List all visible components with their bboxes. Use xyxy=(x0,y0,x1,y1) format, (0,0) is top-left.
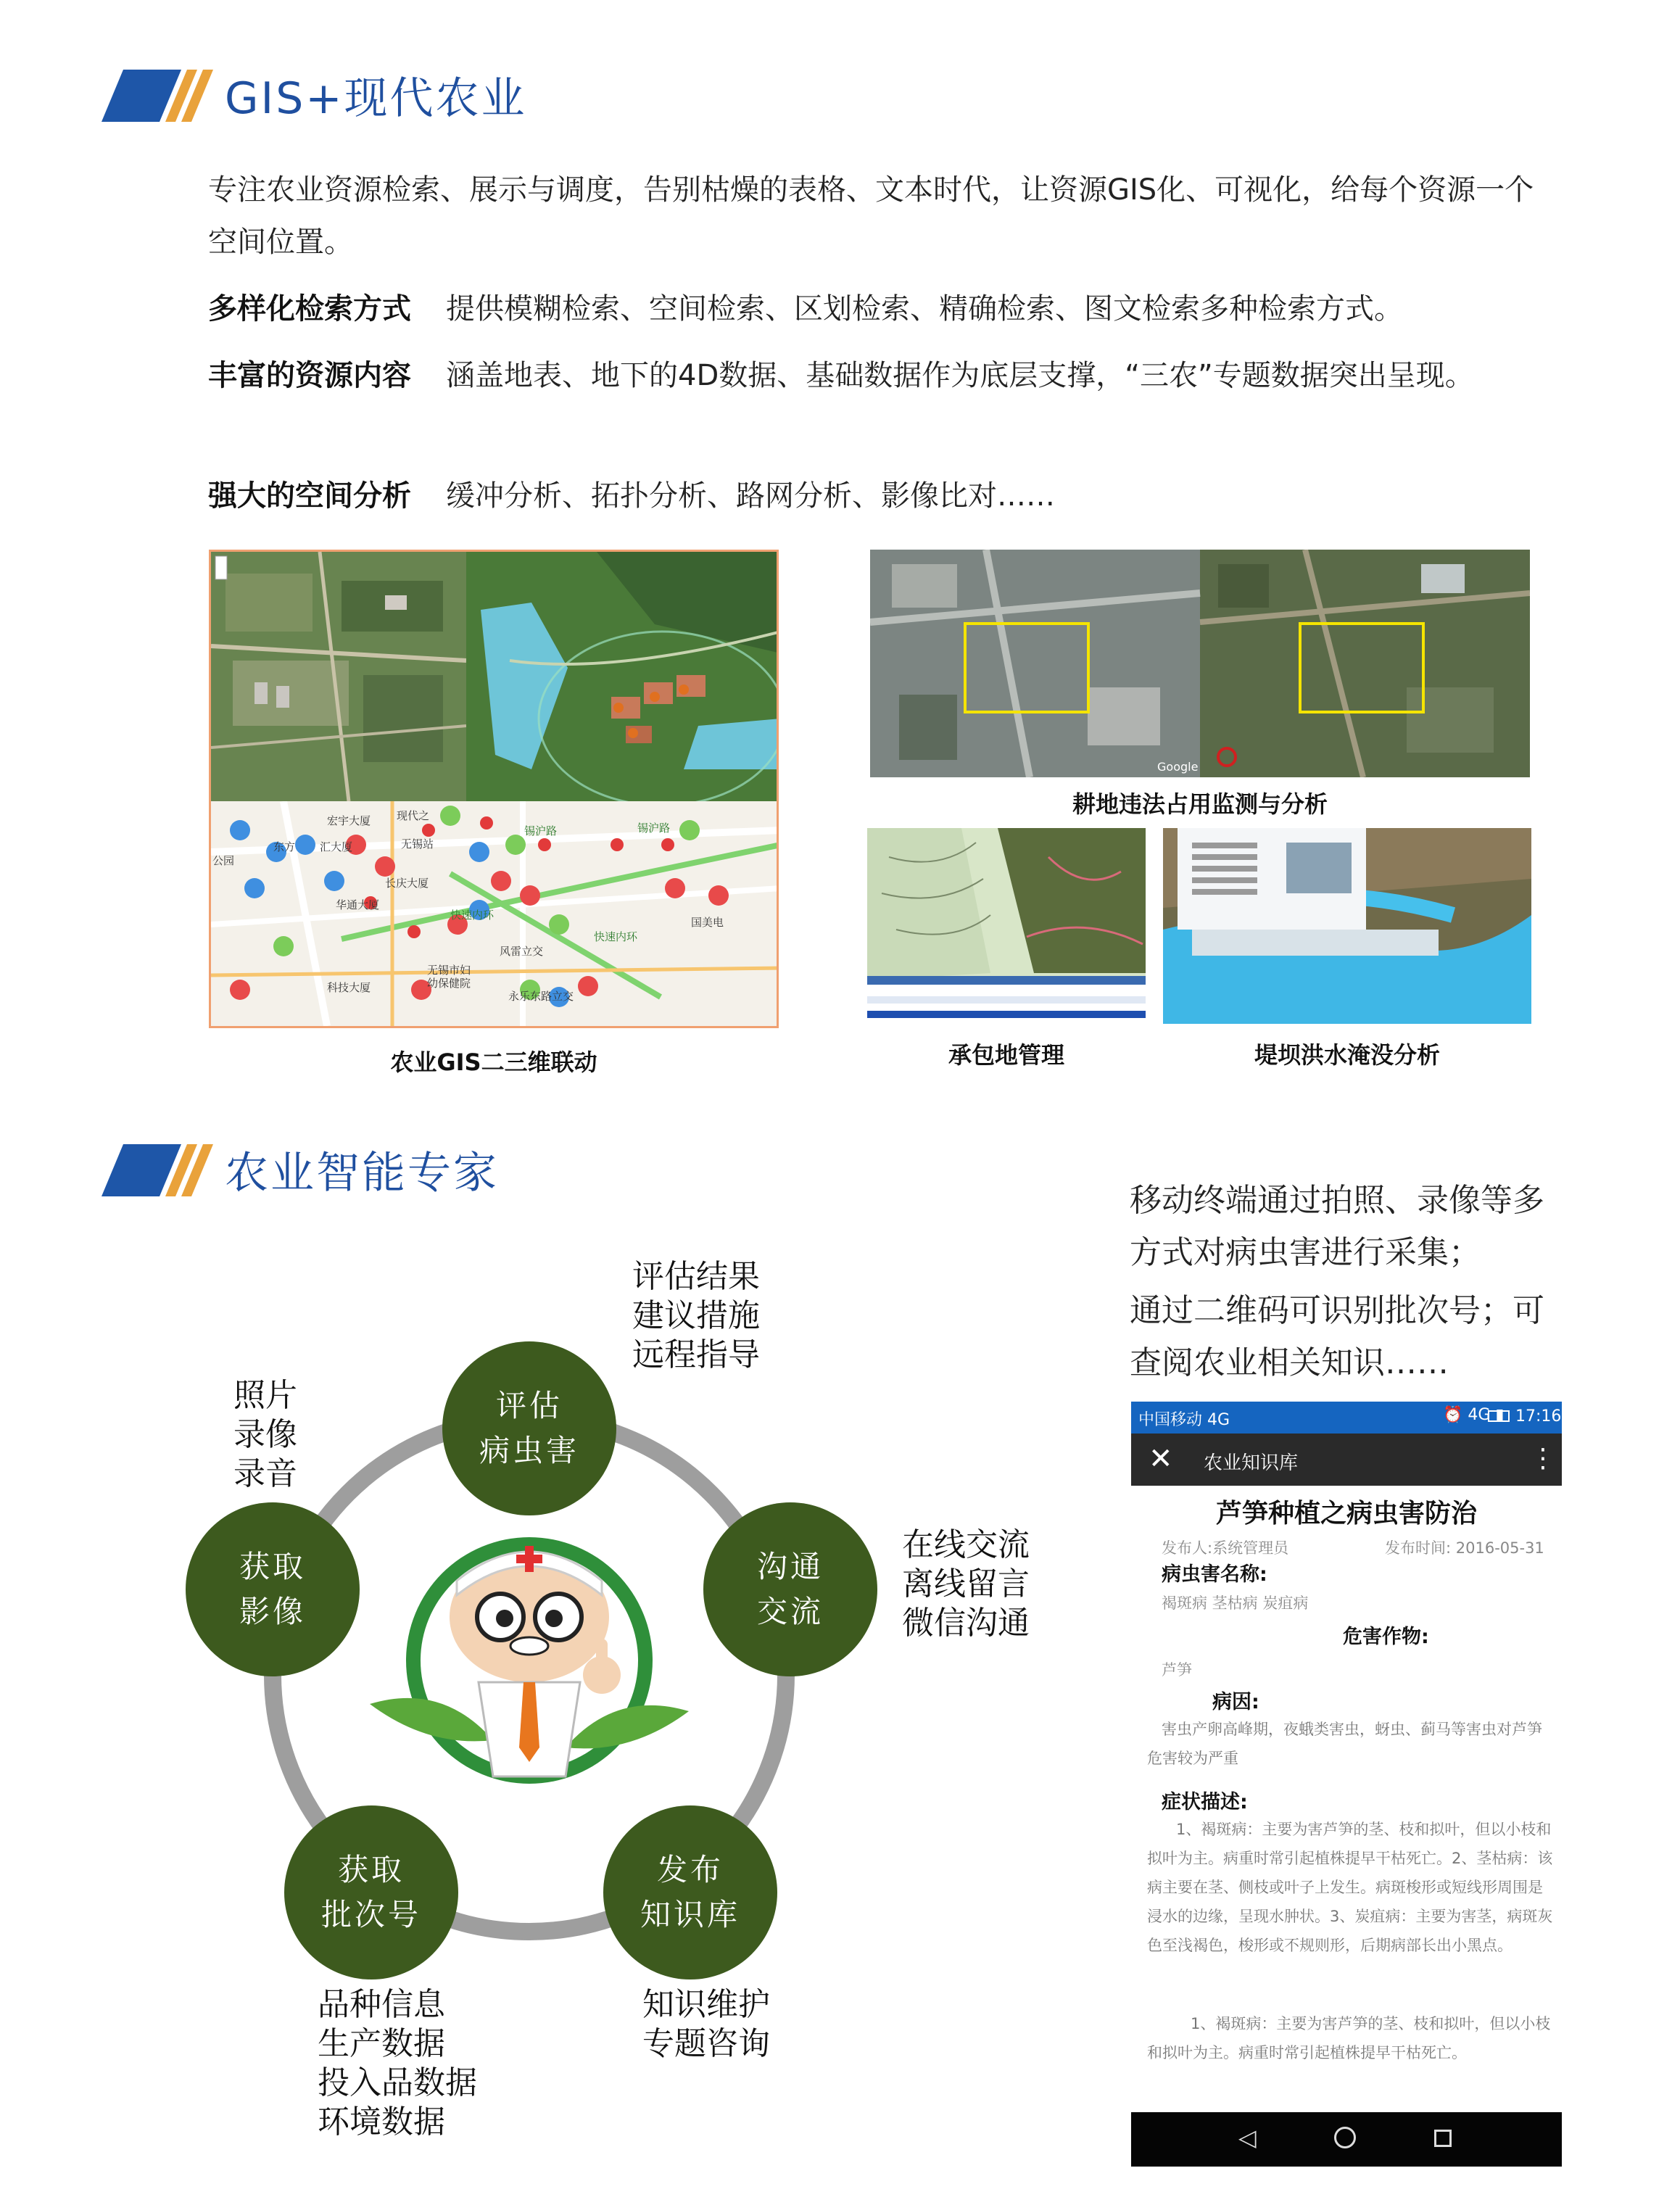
symptom-label: 症状描述: xyxy=(1162,1791,1248,1813)
feature-analysis xyxy=(208,470,1535,522)
map-label: 宏宇大厦 xyxy=(327,814,371,827)
map-label: 现代之 xyxy=(397,809,430,822)
map-label: 快速内环 xyxy=(450,909,495,922)
map-label: 风雷立交 xyxy=(500,945,544,958)
section-logo-icon xyxy=(102,1144,218,1202)
mobile-desc-2: 通过二维码可识别批次号；可查阅农业相关知识…… xyxy=(1130,1292,1544,1381)
image-detail: 录音 xyxy=(233,1455,297,1492)
communicate-detail: 离线留言 xyxy=(902,1565,1030,1602)
feature-search-label: 多样化检索方式 xyxy=(208,292,411,326)
node-communicate-line2: 交流 xyxy=(756,1594,824,1629)
expert-section-title: 农业智能专家 xyxy=(225,1148,499,1199)
communicate-detail: 在线交流 xyxy=(902,1526,1030,1563)
phone-screenshot xyxy=(1131,1402,1562,2167)
batch-detail: 环境数据 xyxy=(318,2103,445,2140)
node-assess-pest xyxy=(442,1341,616,1515)
battery-icon xyxy=(1488,1410,1510,1422)
feature-search xyxy=(208,283,1535,335)
caption-gis-2d3d: 农业GIS二三维联动 xyxy=(390,1048,597,1076)
batch-details xyxy=(318,1985,477,2142)
node-assess-pest-line2: 病虫害 xyxy=(479,1433,579,1468)
publish-detail: 知识维护 xyxy=(642,1986,770,2023)
assess-detail: 评估结果 xyxy=(632,1258,760,1295)
article-publisher: 发布人:系统管理员 xyxy=(1162,1539,1289,1557)
caption-contract-land: 承包地管理 xyxy=(948,1041,1064,1069)
back-icon[interactable]: ◁ xyxy=(1238,2124,1257,2151)
article-title: 芦笋种植之病虫害防治 xyxy=(1215,1499,1477,1528)
mobile-desc-1: 移动终端通过拍照、录像等多方式对病虫害进行采集； xyxy=(1130,1182,1544,1271)
cause-text: 害虫产卵高峰期，夜蛾类害虫，蚜虫、蓟马等害虫对芦笋危害较为严重 xyxy=(1147,1721,1542,1767)
scene-3d-image xyxy=(466,552,779,801)
node-get-batch-line1: 获取 xyxy=(337,1852,405,1887)
caption-land-monitoring: 耕地违法占用监测与分析 xyxy=(1072,790,1328,818)
phone-app-bar xyxy=(1131,1434,1562,1486)
contract-land-image xyxy=(867,828,1146,1024)
time-label: 17:16 xyxy=(1515,1407,1562,1426)
assess-detail: 远程指导 xyxy=(632,1336,760,1373)
map-label: 快速内环 xyxy=(594,930,638,943)
node-publish-knowledge-line2: 知识库 xyxy=(640,1897,740,1932)
app-bar-title: 农业知识库 xyxy=(1204,1452,1299,1474)
node-publish-knowledge xyxy=(603,1805,777,1979)
node-get-image-line2: 影像 xyxy=(239,1594,306,1629)
batch-detail: 生产数据 xyxy=(318,2025,445,2062)
map-label: 华通大厦 xyxy=(336,898,380,911)
doctor-mascot-icon xyxy=(363,1537,696,1798)
map-label: 锡沪路 xyxy=(637,822,671,835)
cause-label: 病因: xyxy=(1212,1691,1259,1713)
satellite-2d-image xyxy=(211,552,466,801)
phone-article xyxy=(1131,1486,1562,2109)
node-get-image-line1: 获取 xyxy=(239,1549,306,1584)
node-get-image xyxy=(186,1502,360,1676)
map-label: 无锡站 xyxy=(401,837,434,851)
map-label: 科技大厦 xyxy=(327,981,371,994)
pest-name-label: 病虫害名称: xyxy=(1162,1563,1267,1586)
publish-details xyxy=(642,1985,770,2064)
section-logo-icon xyxy=(102,70,218,128)
feature-analysis-label: 强大的空间分析 xyxy=(208,479,411,513)
phone-nav-bar xyxy=(1131,2112,1562,2167)
map-label: 国美电 xyxy=(691,916,724,929)
map-2d-image xyxy=(211,801,779,1026)
node-get-batch xyxy=(284,1805,458,1979)
gis-intro-text: 专注农业资源检索、展示与调度，告别枯燥的表格、文本时代，让资源GIS化、可视化，给每个资源一个空间位置。 xyxy=(208,173,1534,259)
map-label: 公园 xyxy=(212,854,235,867)
carrier-label: 中国移动 4G xyxy=(1138,1411,1230,1429)
recent-apps-icon[interactable] xyxy=(1434,2130,1452,2147)
crop-value: 芦笋 xyxy=(1162,1661,1192,1679)
map-label: 锡沪路 xyxy=(524,824,558,837)
map-label: 无锡市妇 xyxy=(427,964,471,977)
article-date: 发布时间: 2016-05-31 xyxy=(1385,1539,1544,1557)
node-communicate-line1: 沟通 xyxy=(756,1549,824,1584)
more-menu-icon[interactable]: ⋮ xyxy=(1530,1444,1556,1473)
map-label: 永乐东路立交 xyxy=(508,990,574,1003)
map-label: 幼保健院 xyxy=(427,977,471,990)
map-label: 长庆大厦 xyxy=(385,877,429,890)
map-label: 东方 xyxy=(273,840,296,853)
communicate-detail: 微信沟通 xyxy=(902,1605,1030,1642)
node-get-batch-line2: 批次号 xyxy=(320,1897,421,1932)
map-watermark: Google xyxy=(1157,760,1199,774)
gis-section-title: GIS+现代农业 xyxy=(225,73,527,124)
close-icon[interactable]: ✕ xyxy=(1149,1442,1173,1476)
symptom-text-repeat: 1、褐斑病：主要为害芦笋的茎、枝和拟叶，但以小枝和拟叶为主。病重时常引起植株提早干枯死亡。 xyxy=(1147,2015,1551,2061)
node-publish-knowledge-line1: 发布 xyxy=(656,1852,724,1887)
node-communicate xyxy=(703,1502,877,1676)
assess-detail: 建议措施 xyxy=(632,1297,760,1334)
home-icon[interactable] xyxy=(1334,2127,1356,2148)
feature-content xyxy=(208,349,1535,402)
gis-2d3d-composite xyxy=(209,550,779,1028)
publish-detail: 专题咨询 xyxy=(642,2025,770,2062)
symptom-text: 1、褐斑病：主要为害芦笋的茎、枝和拟叶，但以小枝和拟叶为主。病重时常引起植株提早干枯死亡。2、茎枯病：该病主要在茎、侧枝或叶子上发生。病斑梭形或短线形周围是浸水的边缘，呈现水肿状。3、炭疽病：主要为害茎，病斑灰色至浅褐色，梭形或不规则形，后期病部长出小黑点。 xyxy=(1147,1821,1553,1954)
communicate-details xyxy=(902,1526,1030,1643)
image-detail: 录像 xyxy=(233,1416,297,1453)
gis-section-header xyxy=(102,70,609,128)
batch-detail: 品种信息 xyxy=(318,1986,445,2023)
caption-flood-analysis: 堤坝洪水淹没分析 xyxy=(1254,1041,1440,1069)
feature-search-text: 提供模糊检索、空间检索、区划检索、精确检索、图文检索多种检索方式。 xyxy=(446,292,1403,326)
assess-details xyxy=(632,1257,760,1375)
pest-name-value: 褐斑病 茎枯病 炭疽病 xyxy=(1162,1594,1309,1612)
image-detail: 照片 xyxy=(233,1377,297,1414)
crop-label: 危害作物: xyxy=(1343,1626,1429,1648)
feature-content-label: 丰富的资源内容 xyxy=(208,359,411,392)
image-details xyxy=(233,1376,297,1494)
signal-icon: ⏰ 4G ▮ xyxy=(1443,1406,1505,1424)
illegal-land-monitoring-image xyxy=(870,550,1530,777)
phone-status-bar xyxy=(1131,1402,1562,1434)
feature-content-text: 涵盖地表、地下的4D数据、基础数据作为底层支撑，“三农”专题数据突出呈现。 xyxy=(446,359,1474,392)
expert-section-header xyxy=(102,1144,609,1202)
feature-analysis-text: 缓冲分析、拓扑分析、路网分析、影像比对…… xyxy=(446,479,1055,513)
map-label: 汇大厦 xyxy=(320,840,353,853)
batch-detail: 投入品数据 xyxy=(318,2064,477,2101)
flood-analysis-image xyxy=(1163,828,1531,1024)
node-assess-pest-line1: 评估 xyxy=(495,1388,563,1423)
